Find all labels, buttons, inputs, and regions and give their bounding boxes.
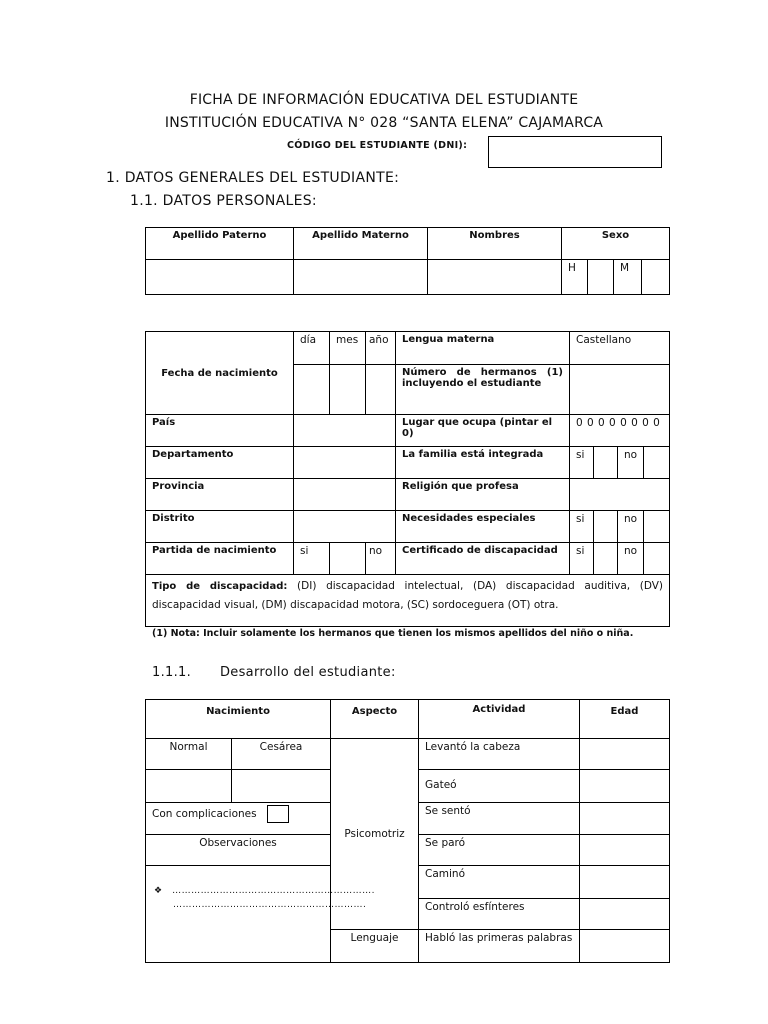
sex-m-checkbox[interactable] <box>642 260 670 295</box>
sex-h-label: H <box>562 260 588 295</box>
header-sex: Sexo <box>562 228 670 260</box>
family-yes-checkbox[interactable] <box>594 447 618 479</box>
family-no-label: no <box>618 447 644 479</box>
special-needs-yes-label: si <box>570 511 594 543</box>
special-needs-no-label: no <box>618 511 644 543</box>
day-field[interactable] <box>294 365 330 415</box>
psychomotor-label: Psicomotriz <box>331 739 419 930</box>
religion-field[interactable] <box>570 479 670 511</box>
age-sit-field[interactable] <box>580 803 670 835</box>
cesarea-field[interactable] <box>232 770 331 803</box>
month-field[interactable] <box>330 365 366 415</box>
header-activity: Actividad <box>419 700 580 739</box>
disability-cert-yes-label: si <box>570 543 594 575</box>
age-first-words-field[interactable] <box>580 930 670 963</box>
birth-cert-yes-label: si <box>294 543 330 575</box>
dni-label: CÓDIGO DEL ESTUDIANTE (DNI): <box>287 140 468 151</box>
year-label: año <box>366 332 396 365</box>
activity-first-words: Habló las primeras palabras <box>419 930 580 963</box>
country-field[interactable] <box>294 415 396 447</box>
personal-data-table <box>145 227 670 295</box>
cesarea-label: Cesárea <box>232 739 331 770</box>
section-1-1-title: 1.1. DATOS PERSONALES: <box>130 193 317 209</box>
header-paternal-surname: Apellido Paterno <box>146 228 294 260</box>
activity-crawl: Gateó <box>419 770 580 803</box>
complications-label: Con complicaciones <box>152 808 257 820</box>
header-names: Nombres <box>428 228 562 260</box>
paternal-surname-field[interactable] <box>146 260 294 295</box>
family-label: La familia está integrada <box>396 447 570 479</box>
disability-cert-no-label: no <box>618 543 644 575</box>
activity-walk: Caminó <box>419 866 580 899</box>
names-field[interactable] <box>428 260 562 295</box>
age-stand-field[interactable] <box>580 835 670 866</box>
activity-sit: Se sentó <box>419 803 580 835</box>
development-table <box>145 699 670 963</box>
siblings-note: (1) Nota: Incluir solamente los hermanos que tienen los mismos apellidos del niño o niña. <box>152 628 634 639</box>
district-label: Distrito <box>146 511 294 543</box>
birth-cert-yes-checkbox[interactable] <box>330 543 366 575</box>
month-label: mes <box>330 332 366 365</box>
position-label: Lugar que ocupa (pintar el 0) <box>396 415 570 447</box>
disability-cert-label: Certificado de discapacidad <box>396 543 570 575</box>
section-1-1-1-number: 1.1.1. <box>152 665 192 680</box>
province-field[interactable] <box>294 479 396 511</box>
dni-field[interactable] <box>488 136 662 168</box>
header-birth: Nacimiento <box>146 700 331 739</box>
age-sphincter-field[interactable] <box>580 899 670 930</box>
details-table <box>145 331 670 627</box>
country-label: País <box>146 415 294 447</box>
birth-cert-no-label: no <box>366 543 396 575</box>
siblings-label: Número de hermanos (1) incluyendo el estudiante <box>396 365 570 415</box>
section-1-title: 1. DATOS GENERALES DEL ESTUDIANTE: <box>106 170 400 186</box>
maternal-surname-field[interactable] <box>294 260 428 295</box>
sex-h-checkbox[interactable] <box>588 260 614 295</box>
age-walk-field[interactable] <box>580 866 670 899</box>
birth-cert-label: Partida de nacimiento <box>146 543 294 575</box>
sex-m-label: M <box>614 260 642 295</box>
normal-field[interactable] <box>146 770 232 803</box>
department-label: Departamento <box>146 447 294 479</box>
disability-type-cell <box>146 575 670 627</box>
school-title: INSTITUCIÓN EDUCATIVA N° 028 “SANTA ELENA” CAJAMARCA <box>164 115 604 131</box>
province-label: Provincia <box>146 479 294 511</box>
header-age: Edad <box>580 700 670 739</box>
mother-tongue-label: Lengua materna <box>396 332 570 365</box>
bullet-icon: ❖ <box>154 886 163 896</box>
special-needs-yes-checkbox[interactable] <box>594 511 618 543</box>
disability-cert-no-checkbox[interactable] <box>644 543 670 575</box>
mother-tongue-value[interactable]: Castellano <box>570 332 670 365</box>
disability-type-label: Tipo de discapacidad: <box>152 581 288 592</box>
religion-label: Religión que profesa <box>396 479 570 511</box>
special-needs-label: Necesidades especiales <box>396 511 570 543</box>
family-yes-label: si <box>570 447 594 479</box>
disability-cert-yes-checkbox[interactable] <box>594 543 618 575</box>
special-needs-no-checkbox[interactable] <box>644 511 670 543</box>
age-lift-head-field[interactable] <box>580 739 670 770</box>
day-label: día <box>294 332 330 365</box>
language-label: Lenguaje <box>331 930 419 963</box>
normal-label: Normal <box>146 739 232 770</box>
header-maternal-surname: Apellido Materno <box>294 228 428 260</box>
activity-sphincter: Controló esfínteres <box>419 899 580 930</box>
form-title: FICHA DE INFORMACIÓN EDUCATIVA DEL ESTUDIANTE <box>189 92 579 108</box>
complications-cell <box>146 803 331 835</box>
district-field[interactable] <box>294 511 396 543</box>
position-value[interactable]: 0 0 0 0 0 0 0 0 <box>570 415 670 447</box>
family-no-checkbox[interactable] <box>644 447 670 479</box>
activity-stand: Se paró <box>419 835 580 866</box>
observations-dots-1: ………………………………………………………. <box>172 886 375 896</box>
siblings-field[interactable] <box>570 365 670 415</box>
observations-label: Observaciones <box>146 835 331 866</box>
section-1-1-1-title: Desarrollo del estudiante: <box>220 665 396 680</box>
age-crawl-field[interactable] <box>580 770 670 803</box>
year-field[interactable] <box>366 365 396 415</box>
activity-lift-head: Levantó la cabeza <box>419 739 580 770</box>
header-aspect: Aspecto <box>331 700 419 739</box>
disability-type-text: (DI) discapacidad intelectual, (DA) discapacidad auditiva, (DV) discapacidad visual, (DM) discapacidad motora, (SC) sordoceguera (OT) otra. <box>152 580 664 611</box>
department-field[interactable] <box>294 447 396 479</box>
observations-dots-2: ……………………………………………………. <box>173 900 367 910</box>
birth-date-label: Fecha de nacimiento <box>146 332 294 415</box>
complications-checkbox[interactable] <box>267 805 289 823</box>
